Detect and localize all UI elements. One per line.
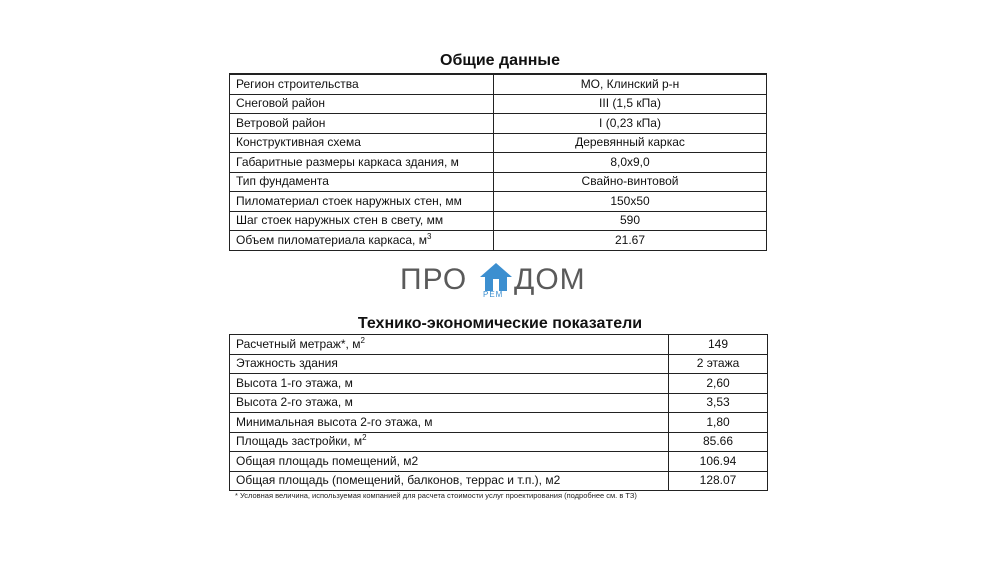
- table-row: [230, 374, 768, 394]
- table-row: [230, 413, 768, 433]
- row-label: [230, 432, 669, 452]
- unit-superscript: 2: [362, 433, 367, 443]
- table-row: [230, 114, 767, 134]
- row-value: 3,53: [669, 393, 768, 413]
- row-label: [230, 231, 494, 251]
- general-data-title: Общие данные: [440, 52, 560, 69]
- row-label-text: Расчетный метраж*, м: [236, 336, 361, 351]
- house-icon: [479, 262, 513, 292]
- row-value: 106.94: [669, 452, 768, 472]
- table-row: [230, 211, 767, 231]
- row-label: Общая площадь (помещений, балконов, террас и т.п.), м2: [230, 471, 669, 491]
- row-label: Конструктивная схема: [230, 133, 494, 153]
- row-value: 2,60: [669, 374, 768, 394]
- row-value: 128.07: [669, 471, 768, 491]
- row-value: 2 этажа: [669, 354, 768, 374]
- row-label: Тип фундамента: [230, 172, 494, 192]
- row-label: Этажность здания: [230, 354, 669, 374]
- row-value: III (1,5 кПа): [494, 94, 767, 114]
- table-row: [230, 432, 768, 452]
- row-label-text: Объем пиломатериала каркаса, м: [236, 232, 427, 247]
- general-data-table: [229, 73, 767, 251]
- table-row: [230, 231, 767, 251]
- table-row: [230, 74, 767, 94]
- table-row: [230, 172, 767, 192]
- logo-text-right: ДОМ: [514, 263, 586, 296]
- row-value: 8,0х9,0: [494, 153, 767, 173]
- table-row: [230, 94, 767, 114]
- table-row: [230, 335, 768, 355]
- row-value: 1,80: [669, 413, 768, 433]
- row-label: Габаритные размеры каркаса здания, м: [230, 153, 494, 173]
- tech-economic-title: Технико-экономические показатели: [357, 315, 643, 332]
- table-row: [230, 133, 767, 153]
- row-label: [230, 335, 669, 355]
- row-label: Регион строительства: [230, 74, 494, 94]
- row-label: Общая площадь помещений, м2: [230, 452, 669, 472]
- row-label: Шаг стоек наружных стен в свету, мм: [230, 211, 494, 231]
- row-label: Пиломатериал стоек наружных стен, мм: [230, 192, 494, 212]
- unit-superscript: 3: [426, 231, 432, 241]
- row-label: Высота 1-го этажа, м: [230, 374, 669, 394]
- row-value: МО, Клинский р-н: [494, 74, 767, 94]
- row-value: 590: [494, 211, 767, 231]
- row-label: Ветровой район: [230, 114, 494, 134]
- row-value: 149: [669, 335, 768, 355]
- row-value: I (0,23 кПа): [494, 114, 767, 134]
- unit-superscript: 2: [360, 335, 365, 345]
- table-row: [230, 354, 768, 374]
- row-value: 21.67: [494, 231, 767, 251]
- table-row: [230, 471, 768, 491]
- footnote: * Условная величина, используемая компанией для расчета стоимости услуг проектирования (подробнее см. в ТЗ): [235, 491, 637, 500]
- row-value: Деревянный каркас: [494, 133, 767, 153]
- table-row: [230, 192, 767, 212]
- row-value: 150х50: [494, 192, 767, 212]
- table-row: [230, 452, 768, 472]
- row-value: 85.66: [669, 432, 768, 452]
- row-label: Снеговой район: [230, 94, 494, 114]
- table-row: [230, 393, 768, 413]
- row-label: Высота 2-го этажа, м: [230, 393, 669, 413]
- company-logo: [400, 262, 600, 300]
- logo-subtext: РЕМ: [483, 290, 504, 299]
- tech-economic-table: [229, 334, 768, 491]
- table-row: [230, 153, 767, 173]
- logo-text-left: ПРО: [400, 263, 468, 296]
- row-label-text: Площадь застройки, м: [236, 434, 363, 449]
- row-value: Свайно-винтовой: [494, 172, 767, 192]
- row-label: Минимальная высота 2-го этажа, м: [230, 413, 669, 433]
